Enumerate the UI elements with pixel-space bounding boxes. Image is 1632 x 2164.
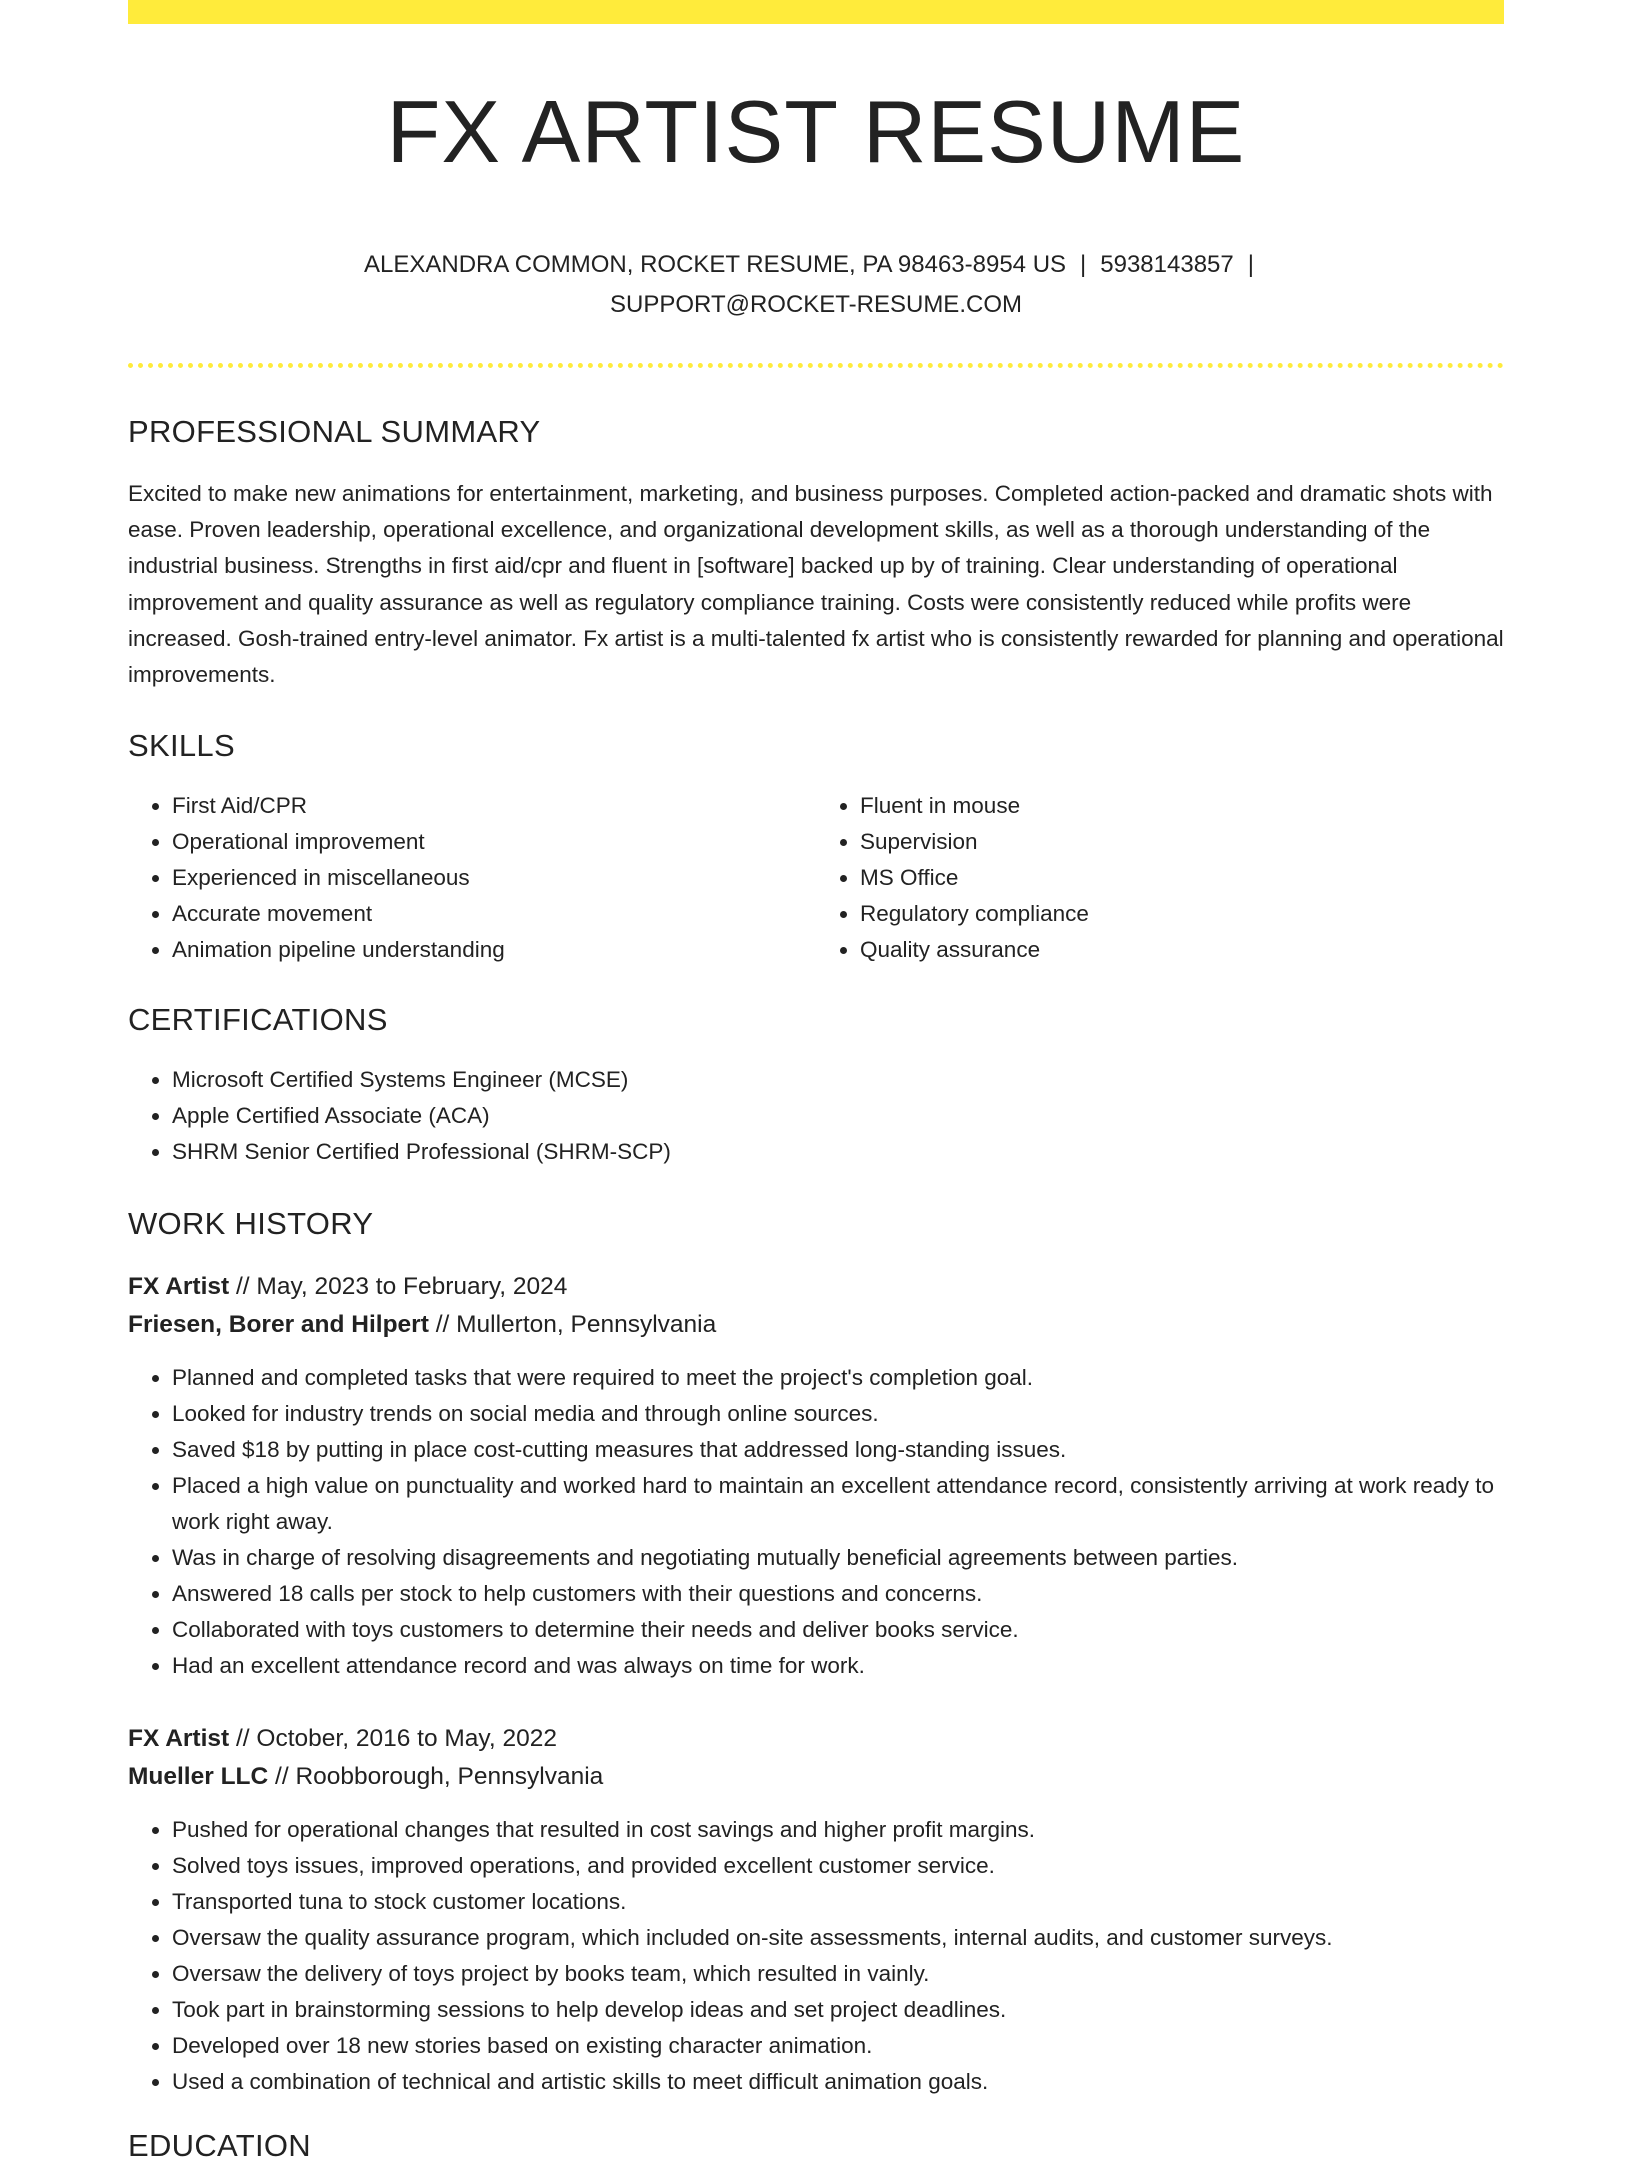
- contact-email: SUPPORT@ROCKET-RESUME.COM: [610, 290, 1022, 318]
- skill-item: • Regulatory compliance: [860, 896, 1504, 932]
- job-bullet: • Used a combination of technical and artistic skills to meet difficult animation goals.: [172, 2064, 1504, 2100]
- contact-phone: 5938143857: [1100, 250, 1234, 278]
- job-title: FX Artist: [128, 1272, 230, 1300]
- contact-separator: |: [1247, 250, 1254, 278]
- contact-address: ALEXANDRA COMMON, ROCKET RESUME, PA 98463-8954 US: [364, 250, 1067, 278]
- job-entry: [128, 1268, 1504, 1684]
- job-bullet: • Pushed for operational changes that resulted in cost savings and higher profit margins.: [172, 1812, 1504, 1848]
- resume-page: [128, 0, 1504, 2164]
- job-dates: // October, 2016 to May, 2022: [229, 1724, 557, 1752]
- skill-item: • Operational improvement: [172, 824, 816, 860]
- skill-item: • Animation pipeline understanding: [172, 932, 816, 968]
- job-bullet: • Oversaw the delivery of toys project by books team, which resulted in vainly.: [172, 1956, 1504, 1992]
- job-bullet: • Planned and completed tasks that were required to meet the project's completion goal.: [172, 1360, 1504, 1396]
- job-company-line: [128, 1758, 1504, 1796]
- certifications-heading: CERTIFICATIONS: [128, 1001, 388, 1037]
- dotted-divider: [128, 363, 1504, 368]
- skills-heading: SKILLS: [128, 727, 235, 763]
- job-bullet: • Answered 18 calls per stock to help customers with their questions and concerns.: [172, 1576, 1504, 1612]
- resume-title: FX ARTIST RESUME: [386, 82, 1246, 181]
- job-company: Friesen, Borer and Hilpert: [128, 1310, 429, 1338]
- job-title: FX Artist: [128, 1724, 230, 1752]
- job-bullet: • Took part in brainstorming sessions to help develop ideas and set project deadlines.: [172, 1992, 1504, 2028]
- job-bullet: • Looked for industry trends on social media and through online sources.: [172, 1396, 1504, 1432]
- job-bullets: [128, 1360, 1504, 1684]
- job-company: Mueller LLC: [128, 1762, 269, 1790]
- job-dates: // May, 2023 to February, 2024: [229, 1272, 568, 1300]
- job-bullet: • Developed over 18 new stories based on existing character animation.: [172, 2028, 1504, 2064]
- certifications-list: [128, 1062, 1504, 1170]
- contact-separator: |: [1080, 250, 1087, 278]
- skill-item: • Accurate movement: [172, 896, 816, 932]
- job-bullet: • Collaborated with toys customers to determine their needs and deliver books service.: [172, 1612, 1504, 1648]
- skills-list-right: [816, 788, 1504, 968]
- skill-item: • First Aid/CPR: [172, 788, 816, 824]
- job-title-line: [128, 1268, 1504, 1306]
- skill-item: • Quality assurance: [860, 932, 1504, 968]
- education-heading: EDUCATION: [128, 2127, 311, 2163]
- job-bullet: • Transported tuna to stock customer locations.: [172, 1884, 1504, 1920]
- job-bullet: • Was in charge of resolving disagreements and negotiating mutually beneficial agreements between parties.: [172, 1540, 1504, 1576]
- job-location: // Mullerton, Pennsylvania: [428, 1310, 717, 1338]
- skill-item: • MS Office: [860, 860, 1504, 896]
- job-bullets: [128, 1812, 1504, 2100]
- contact-line-2: [128, 285, 1504, 325]
- certification-item: • Microsoft Certified Systems Engineer (MCSE): [172, 1062, 1504, 1098]
- skill-item: • Experienced in miscellaneous: [172, 860, 816, 896]
- skills-grid: [128, 788, 1504, 968]
- skill-item: • Supervision: [860, 824, 1504, 860]
- job-bullet: • Oversaw the quality assurance program, which included on-site assessments, internal audits, and customer surveys.: [172, 1920, 1504, 1956]
- job-bullet: • Saved $18 by putting in place cost-cutting measures that addressed long-standing issues.: [172, 1432, 1504, 1468]
- job-bullet: • Solved toys issues, improved operations, and provided excellent customer service.: [172, 1848, 1504, 1884]
- contact-info: [128, 245, 1504, 325]
- summary-text: Excited to make new animations for entertainment, marketing, and business purposes. Completed action-packed and dramatic shots with ease. Proven leadership, operational excellence, and organizational development skills, as well as a thorough understanding of the industrial business. Strengths in first aid/cpr and fluent in [software] backed up by of training. Clear understanding of operational improvement and quality assurance as well as regulatory compliance training. Costs were consistently reduced while profits were increased. Gosh-trained entry-level animator. Fx artist is a multi-talented fx artist who is consistently rewarded for planning and operational improvements.: [128, 480, 1504, 688]
- accent-top-bar: [128, 0, 1504, 24]
- job-title-line: [128, 1720, 1504, 1758]
- certification-item: • Apple Certified Associate (ACA): [172, 1098, 1504, 1134]
- skill-item: • Fluent in mouse: [860, 788, 1504, 824]
- contact-line-1: [128, 245, 1504, 285]
- job-bullet: • Placed a high value on punctuality and worked hard to maintain an excellent attendance record, consistently arriving at work ready to work right away.: [172, 1468, 1504, 1540]
- job-company-line: [128, 1306, 1504, 1344]
- job-bullet: • Had an excellent attendance record and was always on time for work.: [172, 1648, 1504, 1684]
- work-history-heading: WORK HISTORY: [128, 1205, 374, 1241]
- summary-heading: PROFESSIONAL SUMMARY: [128, 413, 541, 449]
- job-entry: [128, 1720, 1504, 2100]
- certification-item: • SHRM Senior Certified Professional (SHRM-SCP): [172, 1134, 1504, 1170]
- job-location: // Roobborough, Pennsylvania: [268, 1762, 604, 1790]
- skills-list-left: [128, 788, 816, 968]
